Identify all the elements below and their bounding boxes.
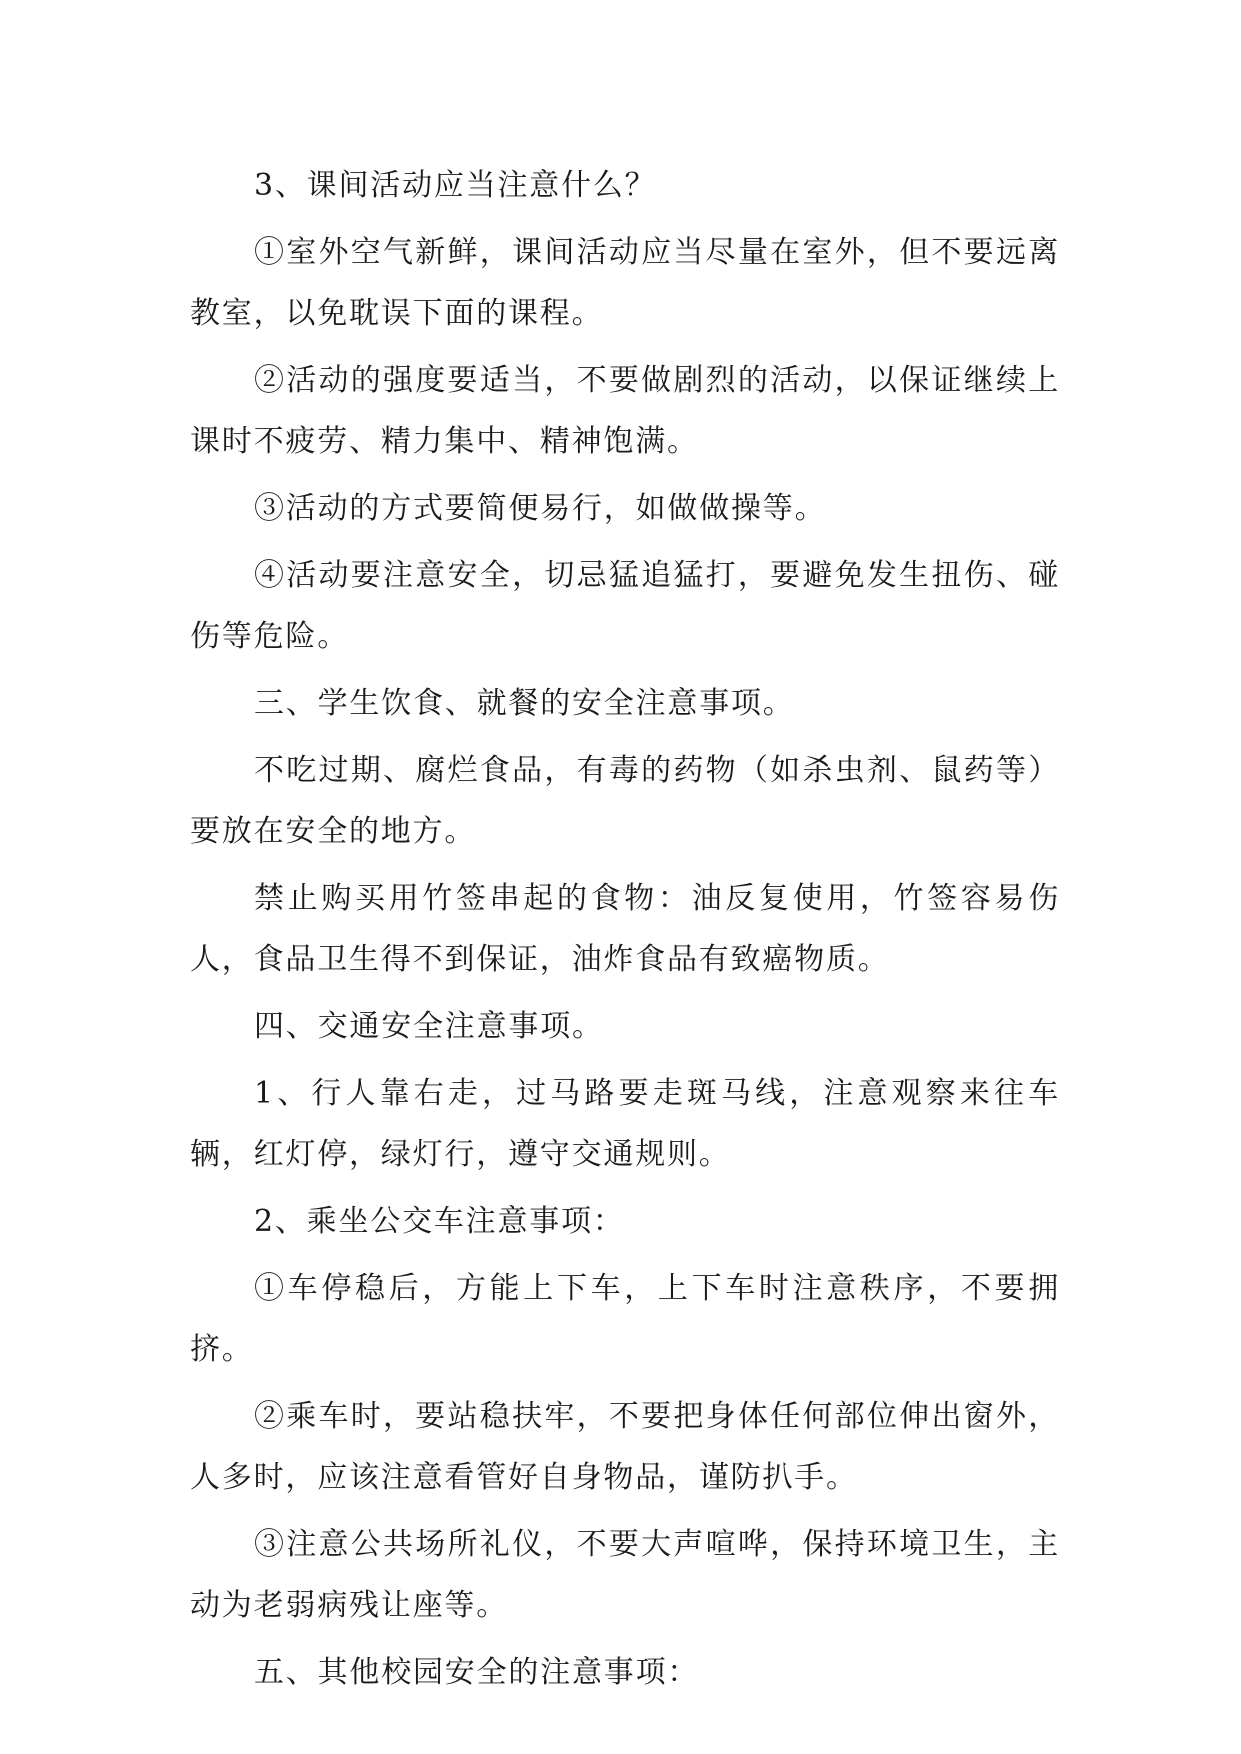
paragraph-question-3: 3、课间活动应当注意什么？ xyxy=(254,168,657,203)
paragraph-bus-item-3: ③注意公共场所礼仪，不要大声喧哗，保持环境卫生，主动为老弱病残让座等。 xyxy=(190,1527,1060,1623)
section-heading-traffic-safety: 四、交通安全注意事项。 xyxy=(254,1009,604,1044)
paragraph-food-skewers: 禁止购买用竹签串起的食物：油反复使用，竹签容易伤人，食品卫生得不到保证，油炸食品有致癌物质。 xyxy=(190,881,1060,977)
paragraph-item-2-intensity: ②活动的强度要适当，不要做剧烈的活动，以保证继续上课时不疲劳、精力集中、精神饱满。 xyxy=(190,363,1060,459)
paragraph-item-1-outdoor: ①室外空气新鲜，课间活动应当尽量在室外，但不要远离教室，以免耽误下面的课程。 xyxy=(190,235,1060,331)
paragraph-bus-item-1: ①车停稳后，方能上下车，上下车时注意秩序，不要拥挤。 xyxy=(190,1271,1060,1367)
paragraph-traffic-bus-heading: 2、乘坐公交车注意事项： xyxy=(254,1204,625,1239)
paragraph-item-3-method: ③活动的方式要简便易行，如做做操等。 xyxy=(254,491,827,526)
document-body xyxy=(190,155,1060,1709)
paragraph-traffic-pedestrian: 1、行人靠右走，过马路要走斑马线，注意观察来往车辆，红灯停，绿灯行，遵守交通规则。 xyxy=(190,1076,1060,1172)
section-heading-food-safety: 三、学生饮食、就餐的安全注意事项。 xyxy=(254,686,795,721)
paragraph-bus-item-2: ②乘车时，要站稳扶牢，不要把身体任何部位伸出窗外，人多时，应该注意看管好自身物品，谨防扒手。 xyxy=(190,1399,1060,1495)
section-heading-other-safety: 五、其他校园安全的注意事项： xyxy=(254,1655,700,1690)
paragraph-item-4-safety: ④活动要注意安全，切忌猛追猛打，要避免发生扭伤、碰伤等危险。 xyxy=(190,558,1060,654)
paragraph-food-expired: 不吃过期、腐烂食品，有毒的药物（如杀虫剂、鼠药等）要放在安全的地方。 xyxy=(190,753,1060,849)
